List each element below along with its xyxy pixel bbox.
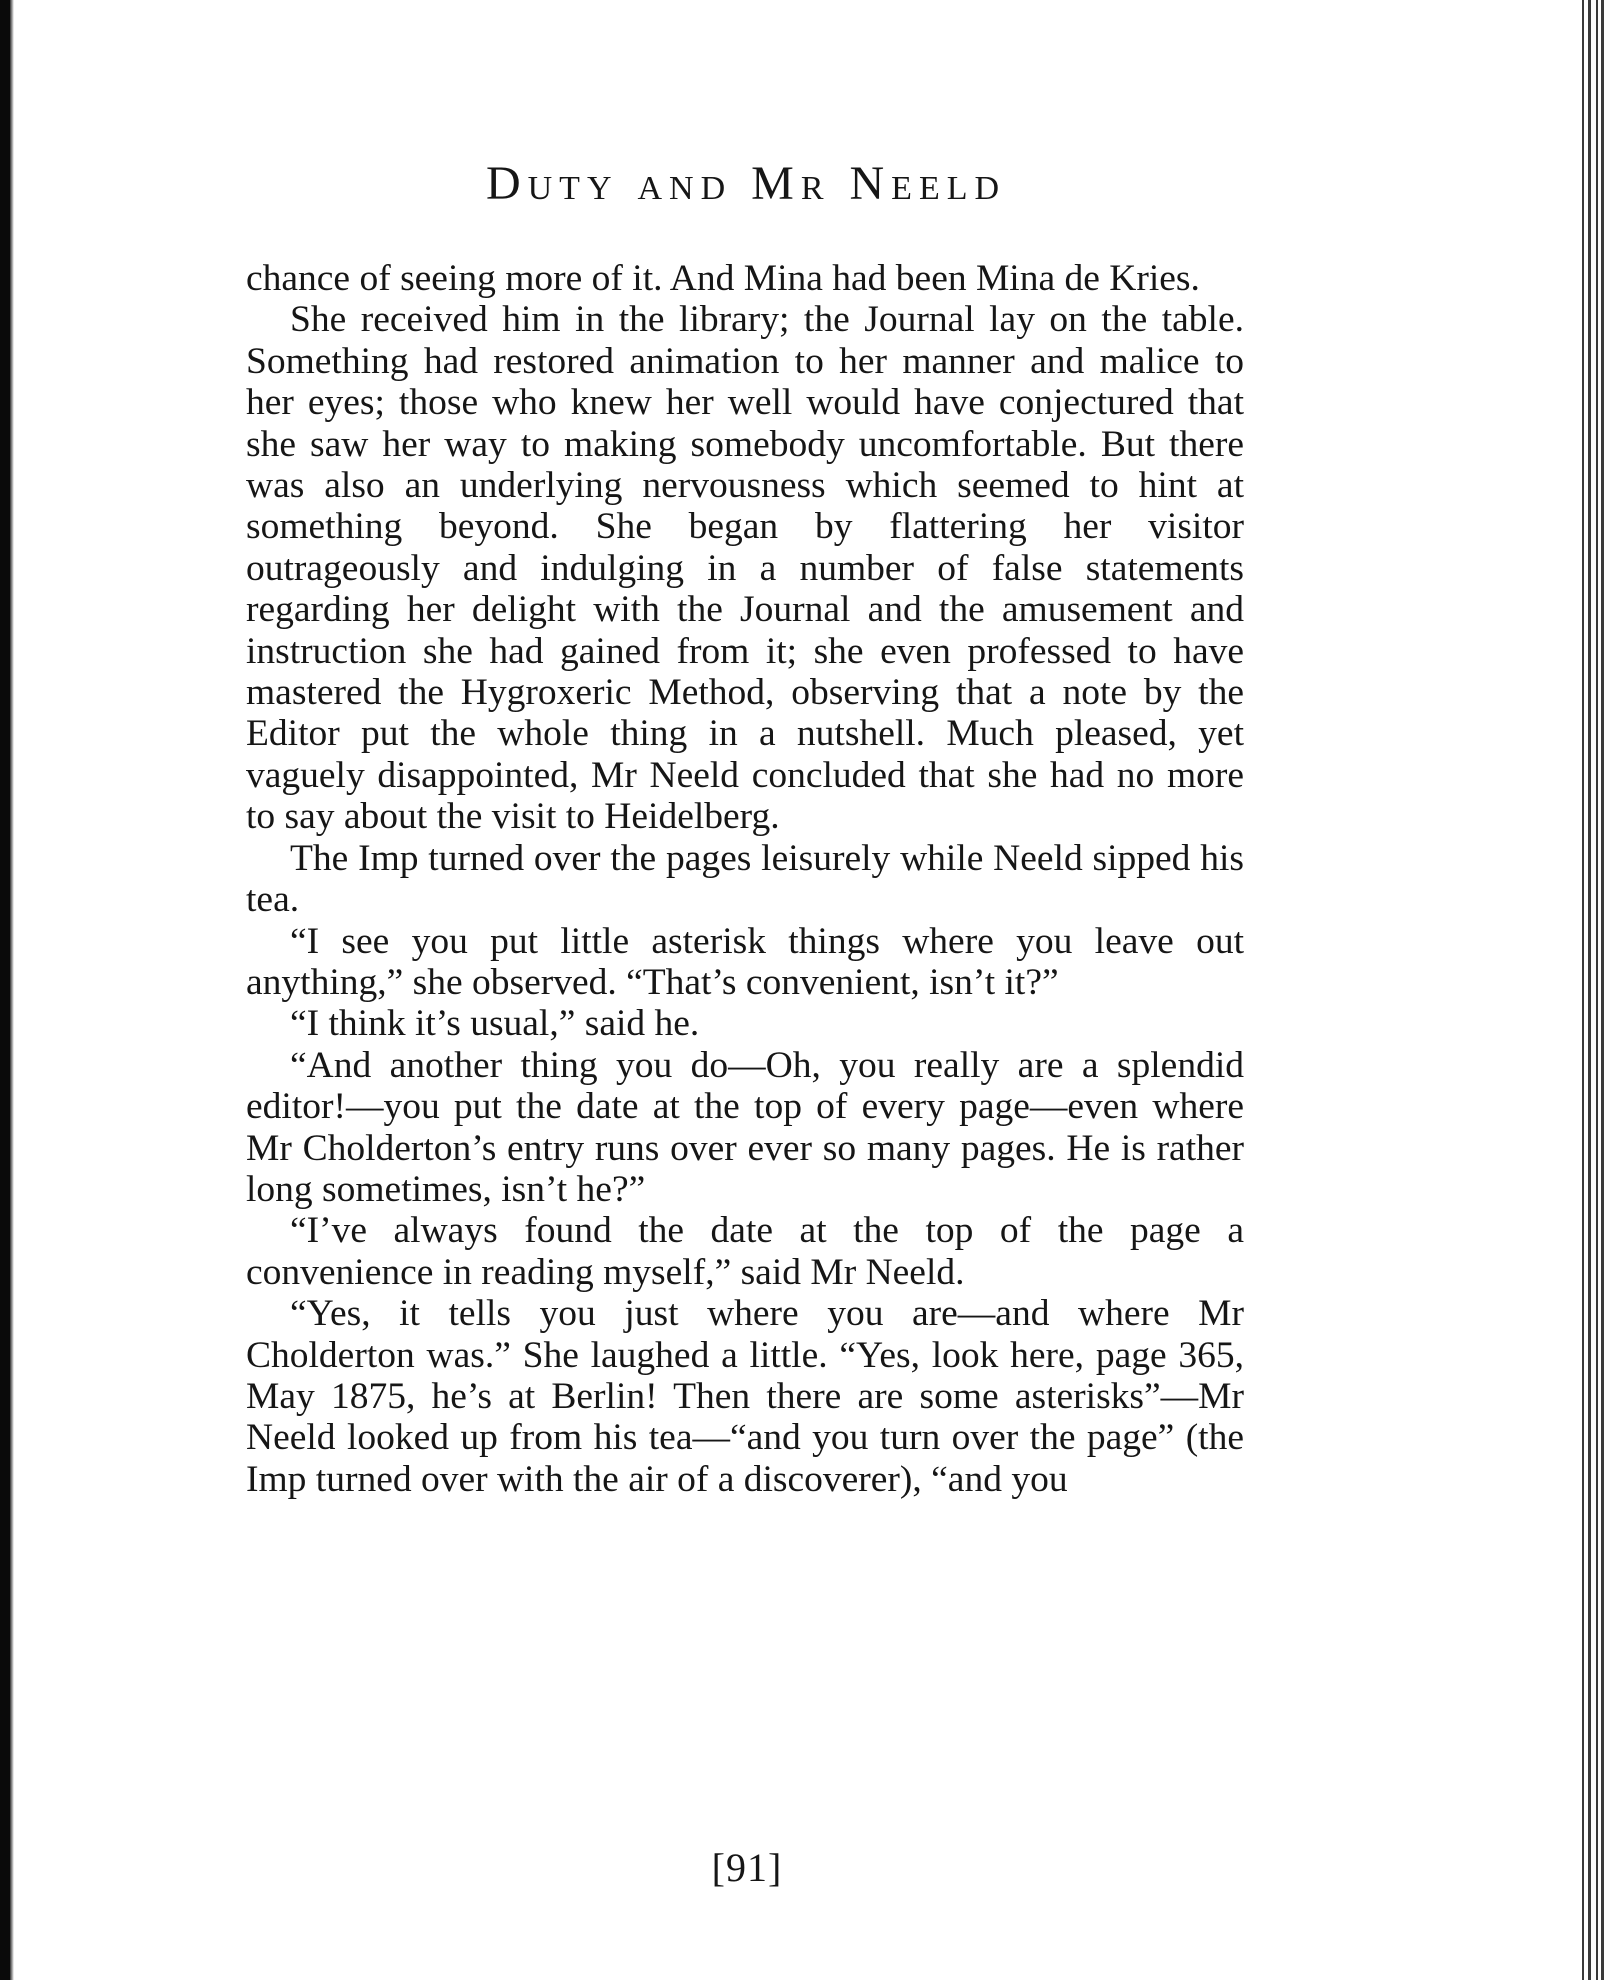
paragraph: chance of seeing more of it. And Mina had been Mina de Kries.: [246, 258, 1200, 299]
paragraph: “I see you put little asterisk things where you leave out anything,” she observed. “That’s convenient, isn’t it?”: [246, 920, 1244, 1003]
paragraph: She received him in the library; the Journal lay on the table. Something had restored animation to her manner and malice to her eyes; those who knew her well would have conjectured that she saw her way to making somebody uncomfortable. But there was also an underlying nervousness which seemed to hint at something beyond. She began by flattering her visitor outrageously and indulging in a number of false statements regarding her delight with the Journal and the amusement and instruction she had gained from it; she even professed to have mastered the Hygroxeric Method, observing that a note by the Editor put the whole thing in a nutshell. Much pleased, yet vaguely disappointed, Mr Neeld concluded that she had no more to say about the visit to Heidelberg.: [246, 299, 1244, 838]
scan-right-edge: [1578, 0, 1606, 1980]
scan-binding-edge: [0, 0, 10, 1980]
scan-binding-shadow: [10, 0, 14, 1980]
running-head: Duty and Mr Neeld: [485, 157, 1007, 210]
paragraph: “I think it’s usual,” said he.: [290, 1003, 700, 1045]
paragraph: “Yes, it tells you just where you are—and where Mr Cholderton was.” She laughed a little. “Yes, look here, page 365, May 1875, he’s at Berlin! Then there are some asterisks”—Mr Neeld looked up from his tea—“and you turn over the page” (the Imp turned over with the air of a discoverer), “and you: [246, 1293, 1244, 1500]
paragraph: “I’ve always found the date at the top of the page a convenience in reading myself,” said Mr Neeld.: [246, 1210, 1244, 1293]
page-number: [91]: [711, 1845, 783, 1890]
body-text: [246, 258, 1244, 1500]
paragraph: The Imp turned over the pages leisurely while Neeld sipped his tea.: [246, 837, 1244, 921]
paragraph: “And another thing you do—Oh, you really are a splendid editor!—you put the date at the top of every page—even where Mr Cholderton’s entry runs over ever so many pages. He is rather long sometimes, isn’t he?”: [246, 1044, 1244, 1210]
